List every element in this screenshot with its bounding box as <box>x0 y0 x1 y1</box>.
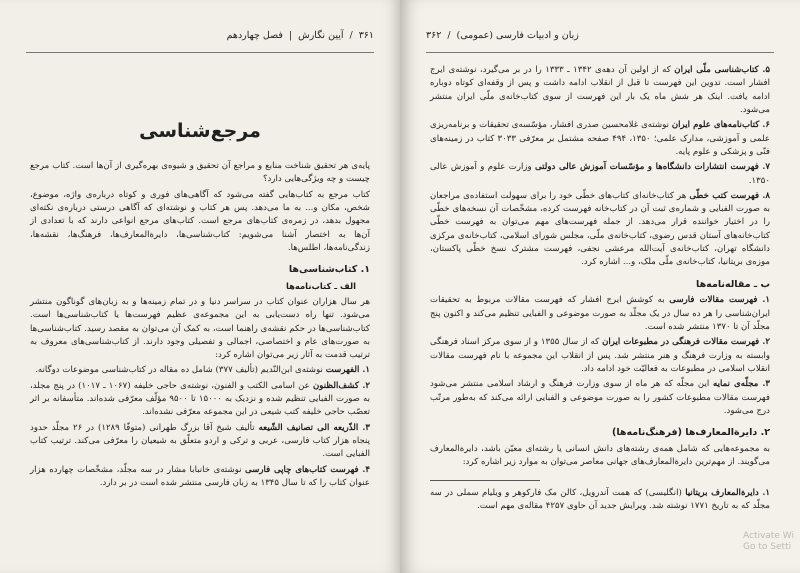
section-heading: ۲. دایرةالمعارف‌ها (فرهنگ‌نامه‌ها) <box>612 427 770 439</box>
list-item: ۴. فهرست کتاب‌های چاپی فارسی نوشته‌ی خانبابا مشار در سه مجلّد، مشخّصات چهارده هزار عنوان کتاب را که تا سال ۱۳۴۵ به زبان فارسی منتشر شده است در بر دارد. <box>30 464 371 488</box>
list-item: ۳. مجلّه‌ی نمایه این مجلّه که هر ماه از سوی وزارت فرهنگ و ارشاد اسلامی منتشر می‌شود فهرست مقالات مطبوعات کشور را به صورت موضوعی و الفبایی ارائه می‌کند که به‌طور مرتّب درج می‌شود. <box>430 379 770 416</box>
header-rule <box>26 52 374 53</box>
page-number: ۳۶۲ <box>426 30 442 41</box>
list-item: ۱. فهرست مقالات فارسی به کوشش ایرج افشار که فهرست مقالات مربوط به تحقیقات ایران‌شناسی را هر ده سال در یک مجلّد به صورت موضوعی و الفبایی تنظیم می‌کند و اکنون پنج مجلّد آن تا ۱۳۷۰ منتشر شده است. <box>430 295 770 333</box>
list-item: ۱. الفهرست نوشته‌ی ابن‌النّدیم (تألیف ۳۷۷) شامل ده مقاله در کتاب‌شناسی موضوعات دوگانه. <box>35 365 370 376</box>
page-header: ۳۶۱ / آیین نگارش | فصل چهاردهم <box>226 30 374 41</box>
left-body <box>30 160 370 492</box>
list-item: ۵. کتاب‌شناسی ملّی ایران که از اولین آن دهه‌ی ۱۳۴۲ ـ ۱۳۳۳ را در بر می‌گیرد، نوشته‌ی ایرج افشار است. تدوین این فهرست تا قبل از انقلاب ادامه داشت و پس از وقفه‌ای کوتاه دوباره ادامه یافت. اینک هر شش ماه یک بار این فهرست از سوی کتاب‌خانه‌ی ملّی ایران منتشر می‌شود. <box>430 65 771 115</box>
chapter-title: فصل چهاردهم <box>226 30 283 41</box>
paragraph: هر سال هزاران عنوان کتاب در سراسر دنیا و در تمام زمینه‌ها و به زبان‌های گوناگون منتشر می‌شود. تنها راه دست‌یابی به این مجموعه‌ی عظیم فهرست‌ها یا کتاب‌شناسی‌ها است. کتاب‌شناسی‌ها در حکم نقشه‌ی راهنما است، به کمک آن می‌توان به مقصد رسید. کتاب‌شناسی‌ها به صورت‌های عام و اختصاصی، اجمالی و تفصیلی وجود دارند. از کتاب‌شناسی‌های معروف به ترتیب قدمت به آثار زیر می‌توان اشاره کرد: <box>30 296 370 361</box>
page-number: ۳۶۱ <box>358 30 374 41</box>
footnote-rule <box>430 480 540 481</box>
page-362 <box>400 0 800 573</box>
page-header <box>426 30 774 41</box>
section-heading: ۱. کتاب‌شناسی‌ها <box>288 264 370 276</box>
list-item: ۲. کشف‌الظنون عن اسامی الکتب و الفنون، نوشته‌ی حاجی خلیفه (۱۰۶۷ ـ ۱۰۱۷) در پنج مجلد، به صورت الفبایی تنظیم شده و نزدیک به ۱۵۰۰۰ تا ۹۵۰۰ مؤلّف معرّفی شده‌اند. متأسفانه بر اثر تعصّب حاجی خلیفه کتب شیعی در این مجموعه معرّفی نشده‌اند. <box>30 380 370 418</box>
header-rule <box>426 52 774 53</box>
list-item: ۶. کتاب‌نامه‌های علوم ایران نوشته‌ی غلامحسین صدری افشار، مؤسّسه‌ی تحقیقات و برنامه‌ریزی علمی و آموزشی، مدارک علمی؛ ۱۳۵۰، ۴۹۴ صفحه مشتمل بر معرّفی ۳۰۳۳ کتاب در زمینه‌های فنّی و پزشکی و علوم پایه. <box>430 120 770 157</box>
paragraph: به مجموعه‌هایی که شامل همه‌ی رشته‌های دانش انسانی یا رشته‌ای معیّن باشد، دایرةالمعارف می‌گویند. از مهم‌ترین دایرةالمعارف‌های جهانی معاصر می‌توان به موارد زیر اشاره کرد: <box>430 443 770 468</box>
paragraph: کتاب مرجع به کتاب‌هایی گفته می‌شود که آگاهی‌های فوری و کوتاه درباره‌ی واژه، موضوع، شخص، مکان و... به ما می‌دهد. پس هر کتاب و نوشته‌ای که آگاهی درستی درباره‌ی نکته‌ای مجهول بدهد، در زمره‌ی کتاب‌های مرجع است. کتاب‌های مرجع انواعی دارند که با تعدادی از آن‌ها به اختصار آشنا می‌شویم: کتاب‌شناسی‌ها، دایرةالمعارف‌ها، فرهنگ‌ها، نقشه‌ها، زندگی‌نامه‌ها، اطلس‌ها. <box>30 189 370 253</box>
book-title: زبان و ادبیات فارسی (عمومی) <box>456 30 579 41</box>
list-item: ۲. فهرست مقالات فرهنگی در مطبوعات ایران که از سال ۱۳۵۵ و از سوی مرکز اسناد فرهنگی وابسته به وزارت فرهنگ و هنر منتشر شد. پس از انقلاب این مجموعه با نام فهرست مقالات انقلاب اسلامی در مطبوعات به فعالیّت خود ادامه داد. <box>430 337 770 374</box>
subsection-heading: الف ـ کتاب‌نامه‌ها <box>285 280 356 291</box>
list-item: ۳. الذّریعه الی تصانیف الشّیعه تألیف شیخ آقا بزرگ طهرانی (متوفّا ۱۲۸۹) در ۲۶ مجلّد حدود پنجاه هزار کتاب فارسی، عربی و ترکی و اردو متعلّق به شیعیان را معرّفی می‌کند. ترتیب کتاب الفبایی است. <box>30 422 370 460</box>
page-title: مرجع‌شناسی <box>139 120 261 142</box>
list-item: ۷. فهرست انتشارات دانشگاه‌ها و مؤسّسات آموزش عالی دولتی وزارت علوم و آموزش عالی ۱۳۵۰. <box>430 162 771 186</box>
section-heading: ب ـ مقاله‌نامه‌ها <box>696 278 770 290</box>
list-item: ۱. دایرةالمعارف بریتانیا (انگلیسی) که همت آندرویل، کالن مک فارکوهر و ویلیام سملی در سه مجلّد که به تاریخ ۱۷۷۱ نوشته شد. ویرایش جدید آن حاوی ۴۲۵۷ مقاله‌ی مهم است. <box>430 487 770 511</box>
intro-paragraph: پایه‌ی هر تحقیق شناخت منابع و مراجع آن تحقیق و شیوه‌ی بهره‌گیری از آن‌ها است. کتاب مرجع چیست و چه ویژگی‌هایی دارد؟ <box>30 161 370 185</box>
activation-watermark: Activate Wi Go to Setti <box>743 531 794 553</box>
list-item: ۸. فهرست کتب خطّی هر کتاب‌خانه‌ای کتاب‌های خطّی خود را برای سهولت استفاده‌ی مراجعان به صورت الفبایی و شماره‌ی ثبت آن در کتاب‌خانه فهرست کرده، مشخّصات آن نسخه‌های خطّی را در اختیار خواننده قرار می‌دهد. از جمله فهرست‌های مهم می‌توان به فهرست خطّی کتاب‌خانه‌های آستان قدس رضوی، کتاب‌خانه‌ی ملّی، مجلس شورای اسلامی، کتاب‌خانه‌ی مرکزی دانشگاه تهران، کتاب‌خانه‌ی آیت‌الله مرعشی نجفی، فهرست مشترک نسخ خطّی پاکستان، موزه‌ی بریتانیا، کتاب‌خانه‌ی ملّی ملک، و... اشاره کرد. <box>430 190 771 268</box>
header-separator: / <box>447 30 451 41</box>
right-body <box>430 64 770 515</box>
book-title: آیین نگارش <box>298 30 344 41</box>
header-separator: / <box>349 30 353 41</box>
